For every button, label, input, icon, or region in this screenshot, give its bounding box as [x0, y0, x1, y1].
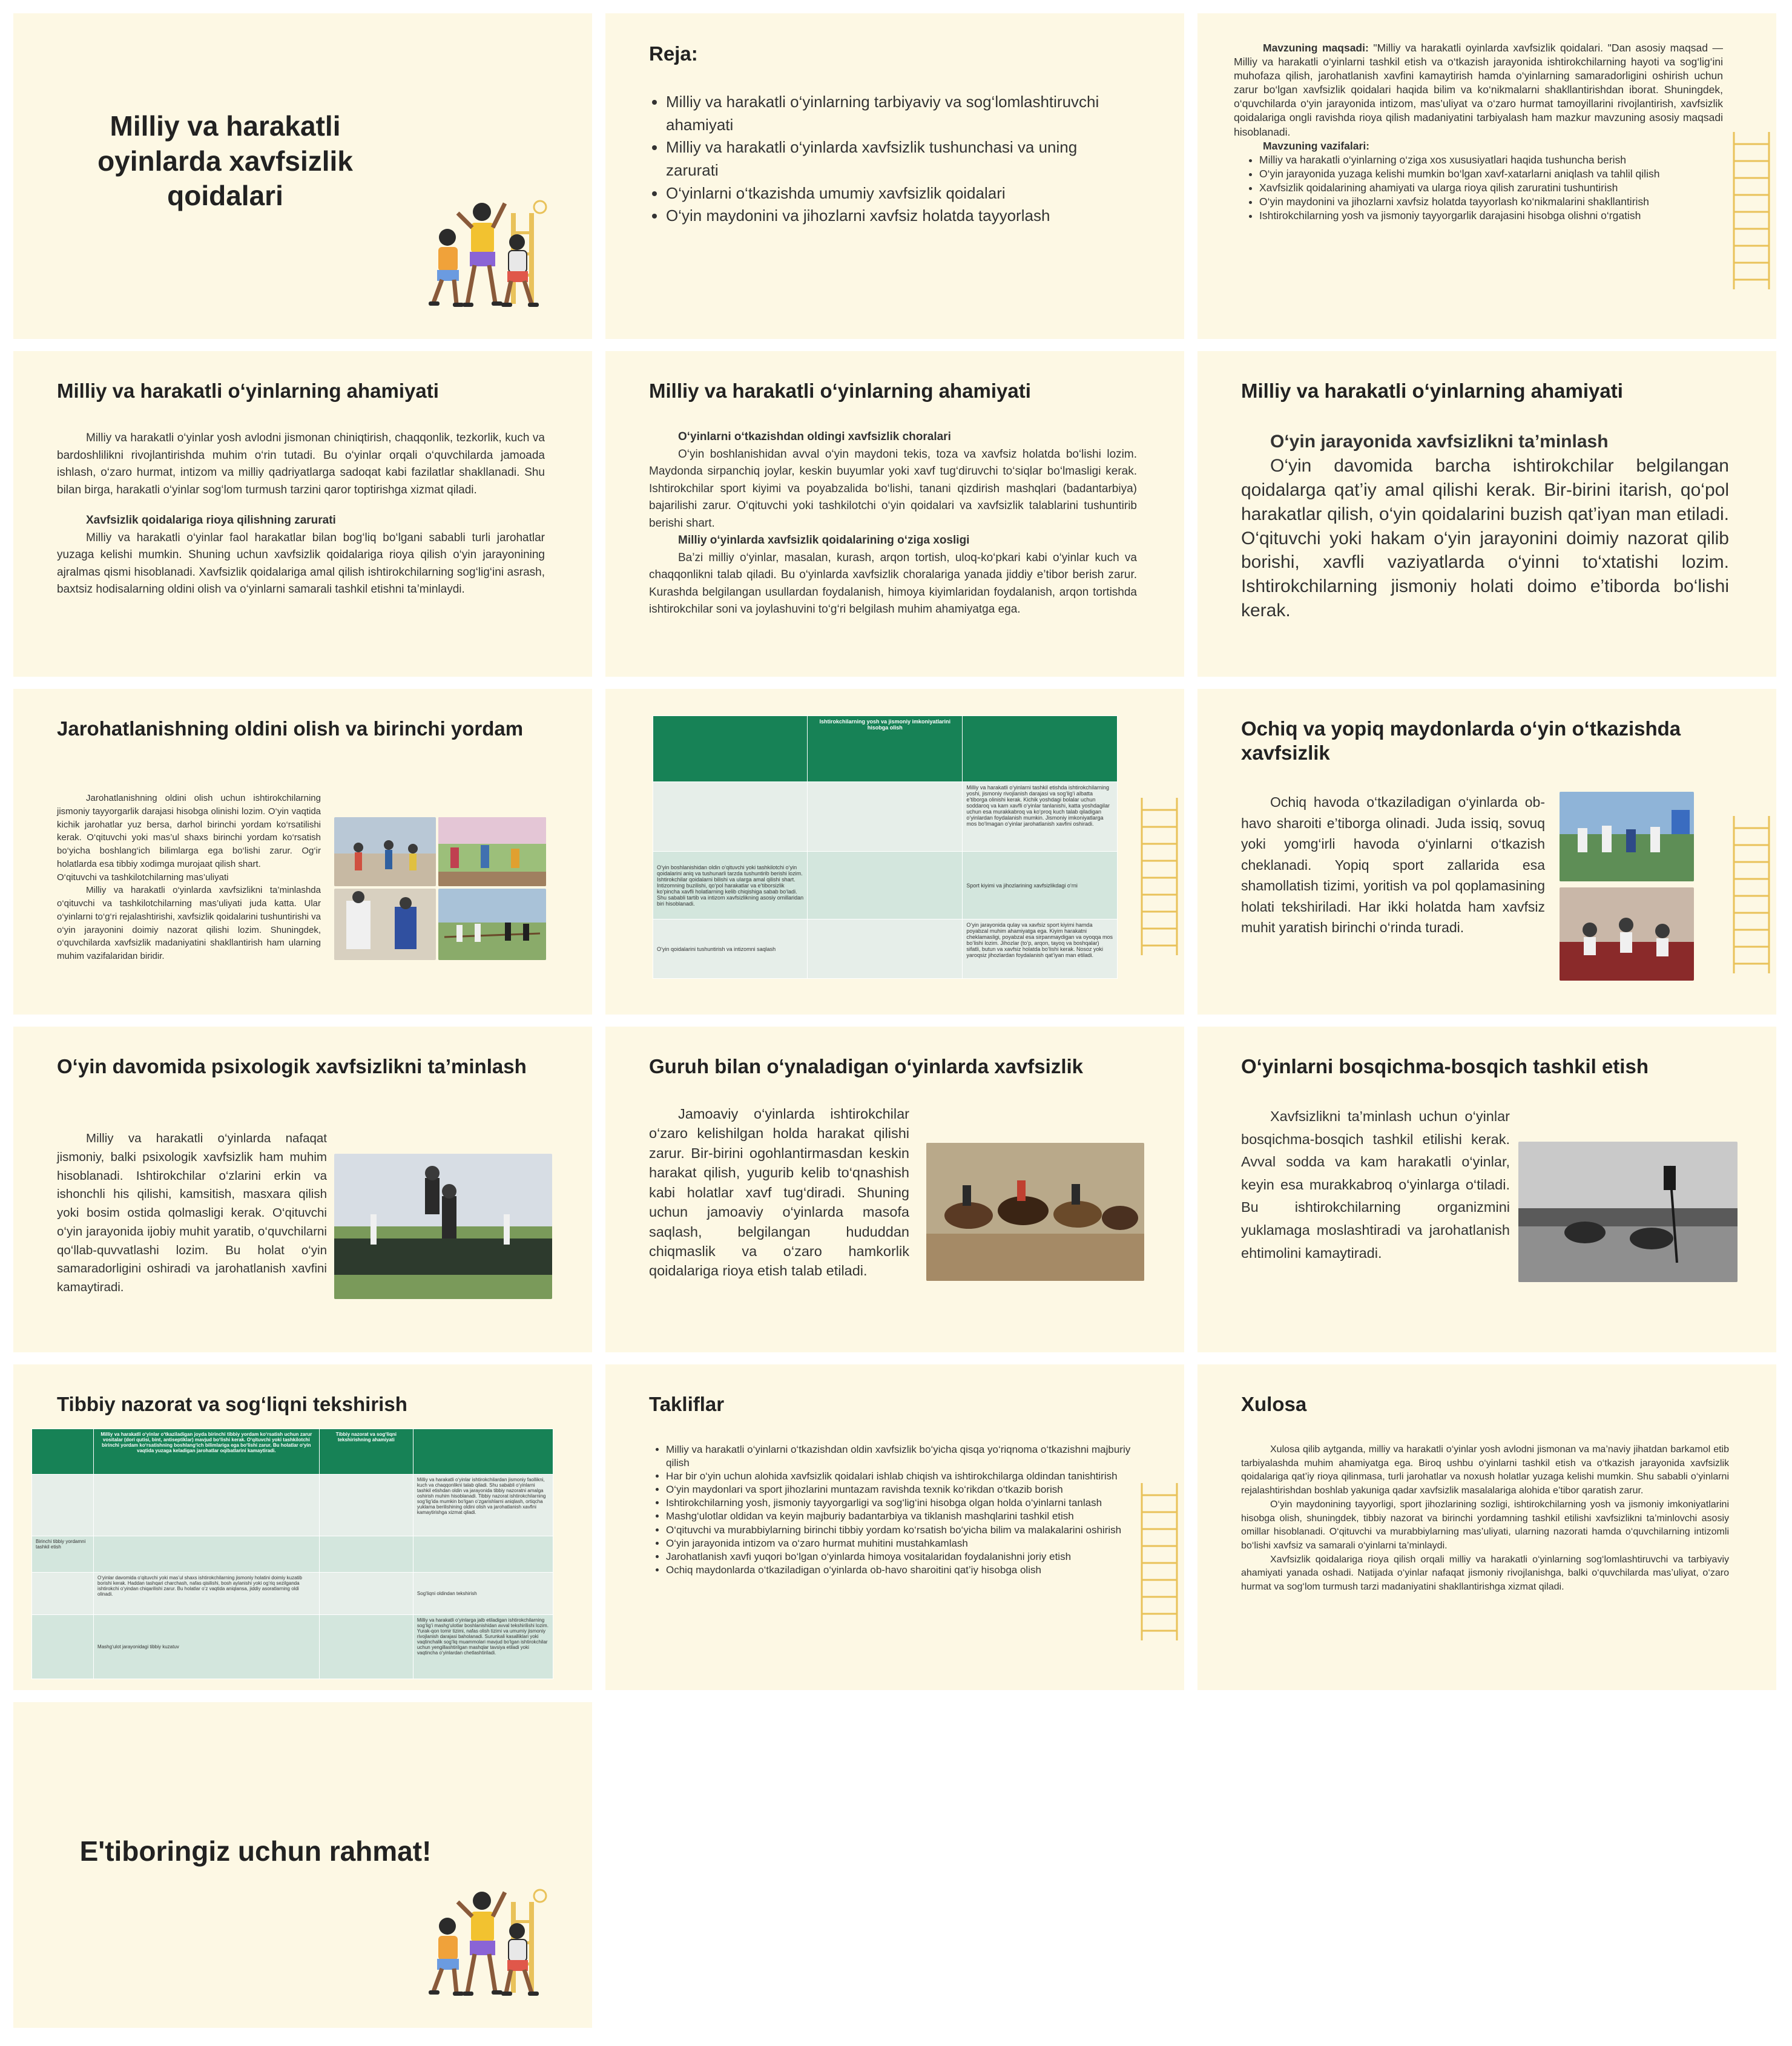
- paragraph: O‘yin boshlanishidan avval o‘yin maydoni tekis, toza va xavfsiz holatda bo‘lishi lozim. Maydonda sirpanchiq joylar, keskin buyumlar yoki xavf tug‘diruvchi to‘siqlar bo‘lmasligi kerak. Ishtirokchilar sport kiyimi va poyabzalida bo‘lishi, tanani qizdirish mashqlari (badantarbiya) bajarilishi zarur. O‘qituvchi yoki tashkilotchi o‘yin qoidalari va xavfsizlik talablarini tushuntirib berishi shart.: [649, 447, 1137, 530]
- slide-age-table: [605, 689, 1184, 1015]
- table-cell: [94, 1536, 320, 1573]
- list-item: • O‘yin jarayonida yuzaga kelishi mumkin bo‘lgan xavf-xatarlarni aniqlash va tahlil qilish: [1259, 167, 1723, 181]
- table-cell: [808, 919, 963, 979]
- table-header-cell: Ishtirokchilarning yosh va jismoniy imkoniyatlarini hisobga olish: [808, 716, 963, 782]
- paragraph: Ba’zi milliy o‘yinlar, masalan, kurash, arqon tortish, uloq-ko‘pkari kabi o‘yinlar kuch va chaqqonlikni talab qiladi. Bu o‘yinlarda xavfsizlik choralariga yanada jiddiy e’tibor berish zarur. Kurashda belgilangan usullardan foydalanish, himoya kiyimlaridan foydalanish, arqon tortishda ishtirokchilar soni va joylashuvini to‘g‘ri belgilash muhim ahamiyatga ega.: [649, 551, 1137, 616]
- table-cell: Mashg‘ulot jarayonidagi tibbiy kuzatuv: [94, 1615, 320, 1679]
- kids-playing-illustration: [420, 1884, 553, 2002]
- paragraph: Milliy va harakatli o‘yinlarda nafaqat jismoniy, balki psixologik xavfsizlik ham muhim hisoblanadi. Ishtirokchilar o‘zlarini erkin va ishonchli his qilishi, kamsitish, masxara qilish yoki bosim ostida qolmasligi kerak. O‘qituvchi o‘yin jarayonida ijobiy muhit yaratib, o‘quvchilarni qo‘llab-quvvatlashi lozim. Bu holat o‘yin samaradorligini oshiradi va jarohatlanish xavfini kamaytiradi.: [57, 1131, 327, 1294]
- slide-importance-2: [605, 351, 1184, 677]
- slide-body: [1241, 1105, 1510, 1265]
- slide-heading: O‘yinlarni bosqichma-bosqich tashkil etish: [1241, 1055, 1649, 1077]
- table-cell: [653, 782, 808, 852]
- table-cell: [319, 1615, 413, 1679]
- slide-heading: Takliflar: [649, 1393, 725, 1415]
- slide-psychological-safety: [13, 1027, 592, 1352]
- list-item: • O‘yinlarni o‘tkazishda umumiy xavfsizlik qoidalari: [666, 182, 1126, 205]
- list-item: • O‘yin maydonlari va sport jihozlarini muntazam ravishda texnik ko‘rikdan o‘tkazib borish: [666, 1483, 1138, 1496]
- table-row: [32, 1573, 553, 1615]
- table-header-cell: [32, 1429, 94, 1475]
- proposals-list: [649, 1443, 1138, 1577]
- table-cell: O‘yinlar davomida o‘qituvchi yoki mas’ul shaxs ishtirokchilarning jismoniy holatini doimiy kuzatib borishi kerak. Haddan tashqari charchash, nafas qisilishi, bosh aylanishi yoki og‘riq sezilganda ishtirokchi o‘yindan chiqarilishi zarur. Bu holatlar o‘z vaqtida aniqlansa, jiddiy asoratlarning oldi olinadi.: [94, 1573, 320, 1615]
- slide-heading: O‘yin davomida psixologik xavfsizlikni ta’minlash: [57, 1055, 527, 1077]
- list-item: • O‘qituvchi va murabbiylarning birinchi tibbiy yordam ko‘rsatish bo‘yicha bilim va malakalarini oshirish: [666, 1524, 1138, 1537]
- paragraph: O‘yin maydonining tayyorligi, sport jihozlarining sozligi, ishtirokchilarning yosh va jismoniy imkoniyatlarini hisobga olish, shuningdek, tibbiy nazorat va birinchi yordamning tashkil etilishi xavfsizlikni ta’minlovchi asosiy omillar hisoblanadi. O‘qituvchi va murabbiylarning mas’uliyati, ularning nazorati hamda o‘quvchilarning intizomli bo‘lishi xavfsiz va samarali o‘yinlarni ta’minlaydi.: [1241, 1499, 1729, 1551]
- medical-table: [31, 1429, 553, 1679]
- list-item: • Har bir o‘yin uchun alohida xavfsizlik qoidalari ishlab chiqish va ishtirokchilarga oldindan tanishtirish: [666, 1470, 1138, 1483]
- slide-heading: Ochiq va yopiq maydonlarda o‘yin o‘tkazishda xavfsizlik: [1241, 717, 1681, 765]
- table-cell: O‘yin boshlanishidan oldin o‘qituvchi yoki tashkilotchi o‘yin qoidalarini aniq va tushunarli tarzda tushuntirib berishi lozim. Ishtirokchilar qoidalarni bilishi va ularga amal qilishi shart. Intizomning buzilishi, qo‘pol harakatlar va e’tiborsizlik ko‘pincha xavfli holatlarning kelib chiqishiga sabab bo‘ladi. Shu sababli tartib va intizom xavfsizlikning asosiy omillaridan biri hisoblanadi.: [653, 852, 808, 919]
- slide-injury-prevention: [13, 689, 592, 1015]
- age-table: [653, 715, 1118, 979]
- table-row: [653, 919, 1118, 979]
- subheading: O‘yin jarayonida xavfsizlikni ta’minlash: [1270, 432, 1609, 452]
- slide-body: [1241, 430, 1729, 623]
- list-item: • O‘yin maydonini va jihozlarni xavfsiz holatda tayyorlash ko‘nikmalarini shakllantirish: [1259, 195, 1723, 209]
- table-cell: [32, 1615, 94, 1679]
- table-cell: Sport kiyimi va jihozlarining xavfsizlikdagi o‘rni: [963, 852, 1118, 919]
- ladder-decoration: [1730, 132, 1773, 289]
- list-item: • Ishtirokchilarning yosh va jismoniy tayyorgarlik darajasini hisobga olishni o‘rgatish: [1259, 209, 1723, 223]
- subheading: Xavfsizlik qoidalariga rioya qilishning zarurati: [86, 514, 336, 527]
- list-item: • Jarohatlanish xavfi yuqori bo‘lgan o‘yinlarda himoya vositalaridan foydalanishni joriy etish: [666, 1550, 1138, 1564]
- table-header-cell: [413, 1429, 553, 1475]
- goal-paragraph: "Milliy va harakatli oyinlarda xavfsizlik qoidalari. "Dan asosiy maqsad — Milliy va harakatli o‘yinlarni tashkil etish va o‘tkazish jarayonida ishtirokchilarning hayoti va sog‘lig‘ini muhofaza qilish, jarohatlanish xavfini kamaytirish hamda o‘yinlarning samaradorligini oshirish uchun zarur bo‘lgan xavfsizlik qoidalari haqida bilim va ko‘nikmalarni shakllantirishdan iborat. Shuningdek, o‘quvchilarda o‘yin jarayonida intizom, mas’uliyat va o‘zaro hurmat tamoyillarini rivojlantirish, xavfsizlik qoidalariga ongli ravishda rioya qilish madaniyatini tarbiyalash ham mazkur mavzuning asosiy maqsadi hisoblanadi.: [1234, 42, 1724, 138]
- paragraph: Milliy va harakatli o‘yinlar yosh avlodni jismonan chiniqtirish, chaqqonlik, tezkorlik, kuch va bardoshlilikni rivojlantirishda muhim o‘rin tutadi. Bu o‘yinlar orqali o‘quvchilarda jamoada ishlash, o‘zaro hurmat, intizom va milliy qadriyatlarga sadoqat kabi fazilatlar shakllanadi. Shu bilan birga, harakatli o‘yinlar sog‘lom turmush tarzini qaror toptirishga xizmat qiladi.: [57, 432, 545, 496]
- list-item: • Xavfsizlik qoidalarining ahamiyati va ularga rioya qilish zaruratini tushuntirish: [1259, 181, 1723, 195]
- table-cell: Birinchi tibbiy yordamni tashkil etish: [32, 1536, 94, 1573]
- slide-group-games: [605, 1027, 1184, 1352]
- list-item: • Ochiq maydonlarda o‘tkaziladigan o‘yinlarda ob-havo sharoitini qat’iy hisobga olish: [666, 1564, 1138, 1577]
- list-item: • Milliy va harakatli o‘yinlarni o‘tkazishdan oldin xavfsizlik bo‘yicha qisqa yo‘riqnoma o‘tkazishni majburiy qilish: [666, 1443, 1138, 1470]
- table-cell: [808, 852, 963, 919]
- table-cell: [319, 1475, 413, 1536]
- subheading: O‘yinlarni o‘tkazishdan oldingi xavfsizlik choralari: [678, 430, 951, 443]
- table-row: [32, 1615, 553, 1679]
- paragraph: Jarohatlanishning oldini olish uchun ishtirokchilarning jismoniy tayyorgarlik darajasi hisobga olinishi lozim. O‘yin vaqtida kichik jarohatlar yuz bersa, darhol birinchi yordam ko‘rsatilishi kerak. O‘qituvchi yoki mas’ul shaxs birinchi yordam ko‘rsatish bo‘yicha boshlang‘ich bilimlarga ega bo‘lishi zarur. Og‘ir holatlarda esa tibbiy xodimga murojaat qilish shart.: [57, 793, 321, 869]
- paragraph: Milliy va harakatli o‘yinlarda xavfsizlikni ta’minlashda o‘qituvchi va tashkilotchilarning mas’uliyati juda katta. Ular o‘yinlarni to‘g‘ri rejalashtirishi, xavfsizlik qoidalarini tushuntirishi va o‘yin jarayonini doimiy nazorat qilishi lozim. Shuningdek, o‘quvchilarda xavfsizlik madaniyatini shakllantirish ham ularning muhim vazifalaridan biridir.: [57, 885, 321, 961]
- photo-park-games: [438, 817, 546, 886]
- table-cell: Milliy va harakatli o‘yinlarni tashkil etishda ishtirokchilarning yoshi, jismoniy rivojlanish darajasi va sog‘lig‘i albatta e’tiborga olinishi kerak. Kichik yoshdagi bolalar uchun soddaroq va kam xavfli o‘yinlar tanlanishi, katta yoshdagilar uchun esa murakkabroq va ko‘proq kuch talab qiladigan o‘yinlardan foydalanish mumkin. Jismoniy imkoniyatlarga mos bo‘lmagan o‘yinlar jarohatlanish xavfini oshiradi.: [963, 782, 1118, 852]
- slide-body: [649, 429, 1137, 619]
- slide-heading: Milliy va harakatli o‘yinlarning ahamiyati: [1241, 380, 1623, 402]
- table-row: [32, 1475, 553, 1536]
- tasks-title: Mavzuning vazifalari:: [1263, 139, 1370, 152]
- plan-title: Reja:: [649, 42, 698, 65]
- slide-medical-control: [13, 1364, 592, 1690]
- paragraph: O‘yin davomida barcha ishtirokchilar belgilangan qoidalarga qat’iy amal qilishi kerak. Bir-birini itarish, qo‘pol harakatlar qilish, o‘yin qoidalarini buzish qat’iyan man etiladi. O‘qituvchi yoki hakam o‘yin jarayonini doimiy nazorat qilib borishi, xavfli vaziyatlarda o‘yinni to‘xtatishi lozim. Ishtirokchilarning jismoniy holati doimo e’tiborda bo‘lishi kerak.: [1241, 455, 1729, 621]
- ladder-decoration: [1138, 1483, 1181, 1640]
- table-cell: [413, 1536, 553, 1573]
- plan-list: [649, 91, 1126, 228]
- table-cell: [808, 782, 963, 852]
- paragraph: Ochiq havoda o‘tkaziladigan o‘yinlarda ob-havo sharoiti e’tiborga olinadi. Juda issiq, sovuq yoki yomg‘irli havoda o‘yinlarni o‘tkazish cheklanadi. Yopiq sport zallarida esa shamollatish tizimi, yoritish va pol qoplamasining holati tekshiriladi. Har ikki holatda ham xavfsiz muhit yaratish birinchi o‘rinda turadi.: [1241, 794, 1545, 935]
- slide-heading: Xulosa: [1241, 1393, 1307, 1415]
- kids-playing-illustration: [420, 195, 553, 313]
- slide-goals: [1197, 13, 1776, 339]
- table-cell: O‘yin qoidalarini tushuntirish va intizomni saqlash: [653, 919, 808, 979]
- slide-body: [57, 792, 321, 963]
- table-cell: O‘yin jarayonida qulay va xavfsiz sport kiyimi hamda poyabzal muhim ahamiyatga ega. Kiyim harakatni cheklamasligi, poyabzal esa sirpanmaydigan va oyoqqa mos bo‘lishi lozim. Jihozlar (to‘p, arqon, tayoq va boshqalar) sifatli, butun va xavfsiz holatda bo‘lishi kerak. Nosoz yoki yaroqsiz jihozlardan foydalanish qat’iyan man etiladi.: [963, 919, 1118, 979]
- slide-importance-3: [1197, 351, 1776, 677]
- list-item: • Ishtirokchilarning yosh, jismoniy tayyorgarligi va sog‘lig‘ini hisobga olgan holda o‘yinlarni tanlash: [666, 1496, 1138, 1510]
- list-item: • Milliy va harakatli o‘yinlarda xavfsizlik tushunchasi va uning zarurati: [666, 136, 1126, 182]
- table-header-cell: [963, 716, 1118, 782]
- slide-importance-1: [13, 351, 592, 677]
- photo-tug-of-war: [438, 889, 546, 960]
- table-cell: [319, 1573, 413, 1615]
- ladder-decoration: [1730, 816, 1773, 973]
- paragraph: Jamoaviy o‘yinlarda ishtirokchilar o‘zaro kelishilgan holda harakat qilishi zarur. Bir-birini ogohlantirmasdan keskin harakat qilish, yugurib kelib to‘qnashish kabi holatlar xavf tug‘diradi. Shuning uchun jamoaviy o‘yinlarda masofa saqlash, belgilangan hududdan chiqmaslik va o‘zaro hamkorlik qoidalariga rioya etish talab etiladi.: [649, 1106, 909, 1279]
- slide-heading: Jarohatlanishning oldini olish va birinchi yordam: [57, 717, 524, 740]
- slide-body: [57, 430, 545, 599]
- table-cell: [319, 1536, 413, 1573]
- paragraph: Xavfsizlik qoidalariga rioya qilish orqali milliy va harakatli o‘yinlarning sog‘lomlashtiruvchi va tarbiyaviy ahamiyati yanada oshadi. Natijada o‘yinlar nafaqat jismoniy rivojlanishga, balki o‘quvchilarda mas’uliyat, o‘zaro hurmat va sog‘lom turmush tarzi madaniyatini shakllantirishga xizmat qiladi.: [1241, 1554, 1729, 1593]
- thanks-title: E'tiboringiz uchun rahmat!: [79, 1835, 432, 1867]
- paragraph: Milliy va harakatli o‘yinlar faol harakatlar bilan bog‘liq bo‘lgani sababli turli jarohatlar yuzaga kelishi mumkin. Shuning uchun xavfsizlik qoidalariga rioya qilish o‘yin jarayonining ajralmas qismi hisoblanadi. Xavfsizlik qoidalariga amal qilish ishtirokchilarning sog‘lig‘ini asrash, baxtsiz hodisalarning oldini olish va o‘yinlarni samarali tashkil etishni ta’minlaydi.: [57, 531, 545, 596]
- table-cell: [32, 1475, 94, 1536]
- photo-kopkari-horses: [926, 1143, 1144, 1281]
- list-item: • O‘yin maydonini va jihozlarni xavfsiz holatda tayyorlash: [666, 205, 1126, 228]
- subheading: O‘qituvchi va tashkilotchilarning mas’uliyati: [57, 872, 229, 883]
- slide-body: [649, 1104, 909, 1281]
- list-item: • O‘yin jarayonida intizom va o‘zaro hurmat muhitini mustahkamlash: [666, 1537, 1138, 1550]
- slide-thanks: [13, 1702, 592, 2028]
- slide-heading: Guruh bilan o‘ynaladigan o‘yinlarda xavfsizlik: [649, 1055, 1084, 1077]
- table-row: [32, 1536, 553, 1573]
- photo-children-rope: [334, 817, 436, 886]
- photo-historic-horse-game: [1518, 1142, 1738, 1282]
- goals-text: [1234, 41, 1723, 223]
- paragraph: Xulosa qilib aytganda, milliy va harakatli o‘yinlar yosh avlodni jismonan va ma’naviy jihatdan barkamol etib tarbiyalashda muhim ahamiyatga ega. Biroq ushbu o‘yinlarni tashkil etish va o‘tkazish jarayonida xavfsizlik qoidalariga qat’iy rioya qilinmasa, turli jarohatlar va noxush holatlar yuzaga kelishi mumkin. Shu sababli o‘yinlarni rejalashtirishdan boshlab yakuniga qadar xavfsizlik masalalariga alohida e’tibor qaratish zarur.: [1241, 1444, 1729, 1496]
- list-item: • Milliy va harakatli o‘yinlarning o‘ziga xos xususiyatlari haqida tushuncha berish: [1259, 153, 1723, 167]
- slide-body: [1241, 1443, 1729, 1594]
- slide-plan: [605, 13, 1184, 339]
- tasks-list: [1234, 153, 1723, 223]
- table-cell: Sog‘liqni oldindan tekshirish: [413, 1573, 553, 1615]
- slide-heading: Milliy va harakatli o‘yinlarning ahamiyati: [57, 380, 439, 402]
- slide-heading: Milliy va harakatli o‘yinlarning ahamiyati: [649, 380, 1031, 402]
- table-header-cell: Milliy va harakatli o‘yinlar o‘tkaziladigan joyda birinchi tibbiy yordam ko‘rsatish uchun zarur vositalar (dori qutisi, bint, antiseptiklar) mavjud bo‘lishi kerak. O‘qituvchi yoki tashkilotchi birinchi yordam ko‘rsatishning boshlang‘ich bilimlariga ega bo‘lishi zarur. Bu holatlar o‘yin vaqtida yuzaga keladigan jarohatlar oqibatlarini kamaytiradi.: [94, 1429, 320, 1475]
- table-row: [653, 782, 1118, 852]
- slide-stepwise-organization: [1197, 1027, 1776, 1352]
- table-header-cell: Tibbiy nazorat va sog‘liqni tekshirishning ahamiyati: [319, 1429, 413, 1475]
- paragraph: Xavfsizlikni ta’minlash uchun o‘yinlar bosqichma-bosqich tashkil etilishi kerak. Avval sodda va kam harakatli o‘yinlar, keyin esa murakkabroq o‘yinlarga o‘tiladi. Bu ishtirokchilarning organizmini yuklamaga moslashtiradi va jarohatlanish ehtimolini kamaytiradi.: [1241, 1108, 1510, 1261]
- table-cell: Milliy va harakatli o‘yinlarga jalb etiladigan ishtirokchilarning sog‘lig‘i mashg‘ulotlar boshlanishidan avval tekshirilishi lozim. Yurak-qon tomir tizimi, nafas olish tizimi va umumiy jismoniy rivojlanish darajasi baholanadi. Surunkali kasalliklari yoki vaqtinchalik sog‘liq muammolari mavjud bo‘lgan ishtirokchilar uchun yengillashtirilgan mashqlar tavsiya etiladi yoki vaqtincha o‘yinlardan chetlashtiriladi.: [413, 1615, 553, 1679]
- table-cell: [94, 1475, 320, 1536]
- slide-heading: Tibbiy nazorat va sog‘liqni tekshirish: [57, 1393, 407, 1415]
- table-row: [653, 852, 1118, 919]
- slide-conclusion: [1197, 1364, 1776, 1690]
- photo-outdoor-children: [1560, 792, 1694, 881]
- goal-lead: Mavzuning maqsadi:: [1263, 42, 1369, 54]
- table-header-cell: [653, 716, 808, 782]
- slide-open-closed-areas: [1197, 689, 1776, 1015]
- subheading: Milliy o‘yinlarda xavfsizlik qoidalarining o‘ziga xosligi: [678, 534, 970, 547]
- slide-title: [13, 13, 592, 339]
- table-cell: Milliy va harakatli o‘yinlar ishtirokchilardan jismoniy faollikni, kuch va chaqqonlikni talab qiladi. Shu sababli o‘yinlarni tashkil etishdan oldin va jarayonida tibbiy nazoratni amalga oshirish muhim hisoblanadi. Tibbiy nazorat ishtirokchilarning sog‘lig‘ida mumkin bo‘lgan o‘zgarishlarni aniqlash, ortiqcha yuklama berilishining oldini olish va jarohatlanish xavfini kamaytirishga xizmat qiladi.: [413, 1475, 553, 1536]
- presentation-title: Milliy va harakatli oyinlarda xavfsizlik qoidalari: [97, 110, 353, 211]
- ladder-decoration: [1138, 798, 1181, 955]
- photo-indoor-children: [1560, 887, 1694, 981]
- table-cell: [32, 1573, 94, 1615]
- list-item: • Mashg‘ulotlar oldidan va keyin majburiy badantarbiya va tiklanish mashqlarini tashkil etish: [666, 1510, 1138, 1523]
- list-item: • Milliy va harakatli o‘yinlarning tarbiyaviy va sog‘lomlashtiruvchi ahamiyati: [666, 91, 1126, 136]
- slide-body: [57, 1130, 327, 1297]
- slide-body: [1241, 792, 1545, 938]
- slide-proposals: [605, 1364, 1184, 1690]
- photo-kurash-wrestling: [334, 1154, 552, 1299]
- photo-costume-dance: [334, 889, 436, 960]
